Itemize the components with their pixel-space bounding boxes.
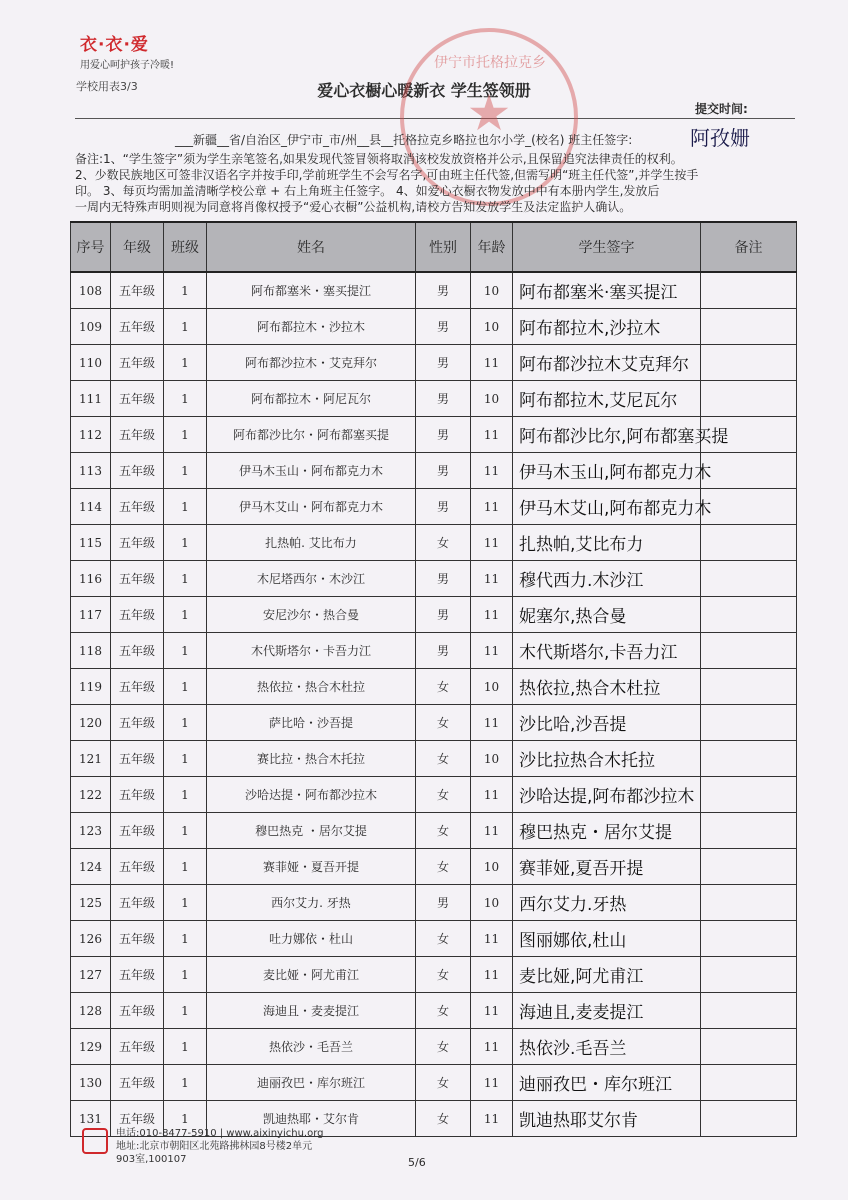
cell-class: 1 (164, 489, 207, 525)
cell-name: 阿布都沙拉木・艾克拜尔 (207, 345, 416, 381)
student-roster-table (70, 221, 797, 1137)
cell-sex: 男 (416, 489, 471, 525)
cell-age: 11 (471, 1029, 513, 1065)
cell-grade: 五年级 (111, 777, 164, 813)
cell-sex: 男 (416, 381, 471, 417)
cell-class: 1 (164, 885, 207, 921)
cell-name: 热依沙・毛吾兰 (207, 1029, 416, 1065)
table-row (71, 272, 797, 309)
cell-age: 11 (471, 957, 513, 993)
cell-no: 126 (71, 921, 111, 957)
cell-signature: 扎热帕,艾比布力 (513, 525, 701, 561)
cell-note (701, 993, 797, 1029)
cell-age: 11 (471, 777, 513, 813)
cell-sex: 男 (416, 561, 471, 597)
cell-note (701, 1065, 797, 1101)
cell-no: 129 (71, 1029, 111, 1065)
notes-block (75, 151, 795, 215)
cell-class: 1 (164, 381, 207, 417)
cell-name: 阿布都沙比尔・阿布都塞买提 (207, 417, 416, 453)
cell-age: 11 (471, 633, 513, 669)
cell-no: 123 (71, 813, 111, 849)
cell-note (701, 525, 797, 561)
table-row (71, 777, 797, 813)
cell-age: 11 (471, 345, 513, 381)
cell-sex: 女 (416, 849, 471, 885)
cell-note (701, 741, 797, 777)
table-row (71, 741, 797, 777)
school-address-line: ___新疆__省/自治区_伊宁市_市/州__县__托格拉克乡略拉也尔小学_(校名) 班主任签字: (175, 133, 633, 147)
cell-class: 1 (164, 272, 207, 309)
cell-name: 扎热帕. 艾比布力 (207, 525, 416, 561)
cell-no: 120 (71, 705, 111, 741)
school-form-label: 学校用表3/3 (76, 80, 138, 93)
cell-signature: 热依拉,热合木杜拉 (513, 669, 701, 705)
cell-age: 11 (471, 489, 513, 525)
table-row (71, 885, 797, 921)
cell-age: 10 (471, 669, 513, 705)
table-body (71, 272, 797, 1137)
table-row (71, 489, 797, 525)
logo-text: 衣·衣·爱 (80, 35, 149, 55)
cell-grade: 五年级 (111, 1065, 164, 1101)
cell-no: 130 (71, 1065, 111, 1101)
cell-grade: 五年级 (111, 705, 164, 741)
table-row (71, 957, 797, 993)
cell-sex: 男 (416, 885, 471, 921)
cell-no: 110 (71, 345, 111, 381)
cell-note (701, 381, 797, 417)
cell-signature: 迪丽孜巴・库尔班江 (513, 1065, 701, 1101)
cell-age: 11 (471, 1065, 513, 1101)
cell-class: 1 (164, 669, 207, 705)
cell-grade: 五年级 (111, 272, 164, 309)
cell-no: 114 (71, 489, 111, 525)
header-cell-grade: 年级 (111, 222, 164, 272)
table-row (71, 561, 797, 597)
cell-note (701, 1029, 797, 1065)
cell-age: 11 (471, 561, 513, 597)
note-line: 备注:1、“学生签字”须为学生亲笔签名,如果发现代签冒领将取消该校发放资格并公示,且保留追究法律责任的权利。 (75, 152, 683, 166)
cell-name: 木尼塔西尔・木沙江 (207, 561, 416, 597)
cell-note (701, 597, 797, 633)
table-row (71, 345, 797, 381)
cell-class: 1 (164, 957, 207, 993)
cell-sex: 女 (416, 1101, 471, 1137)
note-line: 印。 3、每页均需加盖清晰学校公章 + 右上角班主任签字。 4、如爱心衣橱衣物发放中中有本册内学生,发放后 (75, 184, 660, 198)
cell-note (701, 309, 797, 345)
cell-no: 127 (71, 957, 111, 993)
cell-class: 1 (164, 993, 207, 1029)
cell-class: 1 (164, 741, 207, 777)
cell-grade: 五年级 (111, 309, 164, 345)
cell-grade: 五年级 (111, 561, 164, 597)
header-cell-no: 序号 (71, 222, 111, 272)
cell-note (701, 453, 797, 489)
cell-note (701, 813, 797, 849)
cell-class: 1 (164, 1101, 207, 1137)
cell-grade: 五年级 (111, 885, 164, 921)
cell-name: 沙哈达提・阿布都沙拉木 (207, 777, 416, 813)
cell-grade: 五年级 (111, 921, 164, 957)
table-header-row (71, 222, 797, 272)
cell-sex: 女 (416, 1065, 471, 1101)
page-number: 5/6 (408, 1156, 426, 1169)
cell-sex: 女 (416, 813, 471, 849)
cell-age: 10 (471, 741, 513, 777)
cell-class: 1 (164, 561, 207, 597)
cell-sex: 男 (416, 417, 471, 453)
cell-no: 122 (71, 777, 111, 813)
cell-signature: 麦比娅,阿尤甫江 (513, 957, 701, 993)
cell-age: 10 (471, 272, 513, 309)
cell-signature: 阿布都沙比尔,阿布都塞买提 (513, 417, 701, 453)
cell-no: 131 (71, 1101, 111, 1137)
table-row (71, 417, 797, 453)
footer-address: 地址:北京市朝阳区北苑路拂林园8号楼2单元 (116, 1141, 313, 1152)
cell-grade: 五年级 (111, 453, 164, 489)
cell-sex: 女 (416, 993, 471, 1029)
header-cell-note: 备注 (701, 222, 797, 272)
cell-grade: 五年级 (111, 741, 164, 777)
brand-logo (80, 30, 174, 71)
cell-age: 10 (471, 309, 513, 345)
footer-address-2: 903室,100107 (116, 1154, 187, 1165)
cell-no: 112 (71, 417, 111, 453)
cell-signature: 穆代西力.木沙江 (513, 561, 701, 597)
cell-age: 11 (471, 1101, 513, 1137)
footer-contact (116, 1127, 324, 1166)
cell-sex: 女 (416, 957, 471, 993)
header-cell-sex: 性别 (416, 222, 471, 272)
cell-note (701, 1101, 797, 1137)
cell-signature: 伊马木玉山,阿布都克力木 (513, 453, 701, 489)
cell-sex: 男 (416, 272, 471, 309)
cell-no: 128 (71, 993, 111, 1029)
page-title: 爱心衣橱心暖新衣 学生签领册 (317, 81, 531, 100)
cell-sex: 女 (416, 705, 471, 741)
cell-age: 11 (471, 813, 513, 849)
cell-grade: 五年级 (111, 633, 164, 669)
cell-age: 10 (471, 849, 513, 885)
table-row (71, 1065, 797, 1101)
cell-class: 1 (164, 417, 207, 453)
cell-no: 111 (71, 381, 111, 417)
cell-no: 108 (71, 272, 111, 309)
cell-signature: 沙比拉热合木托拉 (513, 741, 701, 777)
cell-class: 1 (164, 633, 207, 669)
cell-age: 11 (471, 417, 513, 453)
cell-class: 1 (164, 597, 207, 633)
cell-note (701, 272, 797, 309)
cell-age: 11 (471, 453, 513, 489)
cell-grade: 五年级 (111, 381, 164, 417)
cell-note (701, 669, 797, 705)
cell-no: 115 (71, 525, 111, 561)
cell-signature: 伊马木艾山,阿布都克力木 (513, 489, 701, 525)
cell-note (701, 345, 797, 381)
teacher-signature: 阿孜姗 (690, 126, 750, 150)
cell-note (701, 849, 797, 885)
cell-note (701, 705, 797, 741)
note-line: 一周内无特殊声明则视为同意将肖像权授予“爱心衣橱”公益机构,请校方告知发放学生及法定监护人确认。 (75, 200, 632, 214)
table-row (71, 813, 797, 849)
cell-signature: 西尔艾力.牙热 (513, 885, 701, 921)
cell-name: 伊马木艾山・阿布都克力木 (207, 489, 416, 525)
cell-class: 1 (164, 813, 207, 849)
cell-sex: 女 (416, 1029, 471, 1065)
table-row (71, 669, 797, 705)
table-row (71, 1029, 797, 1065)
cell-name: 萨比哈・沙吾提 (207, 705, 416, 741)
cell-note (701, 489, 797, 525)
cell-signature: 热依沙.毛吾兰 (513, 1029, 701, 1065)
cell-sex: 女 (416, 669, 471, 705)
cell-grade: 五年级 (111, 417, 164, 453)
cell-class: 1 (164, 309, 207, 345)
cell-signature: 阿布都沙拉木艾克拜尔 (513, 345, 701, 381)
cell-note (701, 633, 797, 669)
cell-grade: 五年级 (111, 597, 164, 633)
cell-name: 热依拉・热合木杜拉 (207, 669, 416, 705)
cell-grade: 五年级 (111, 1029, 164, 1065)
cell-signature: 图丽娜依,杜山 (513, 921, 701, 957)
table-row (71, 309, 797, 345)
cell-age: 11 (471, 993, 513, 1029)
note-line: 2、少数民族地区可签非汉语名字并按手印,学前班学生不会写名字,可由班主任代签,但需写明“班主任代签”,并学生按手 (75, 168, 699, 182)
footer-phone: 电话:010-8477-5910 | www.aixinyichu.org (116, 1128, 324, 1139)
cell-grade: 五年级 (111, 1101, 164, 1137)
cell-sex: 女 (416, 777, 471, 813)
cell-age: 11 (471, 705, 513, 741)
cell-name: 穆巴热克 ・居尔艾提 (207, 813, 416, 849)
cell-class: 1 (164, 345, 207, 381)
cell-signature: 阿布都拉木,沙拉木 (513, 309, 701, 345)
cell-signature: 沙哈达提,阿布都沙拉木 (513, 777, 701, 813)
cell-signature: 穆巴热克・居尔艾提 (513, 813, 701, 849)
cell-age: 10 (471, 885, 513, 921)
cell-name: 麦比娅・阿尤甫江 (207, 957, 416, 993)
cell-signature: 凯迪热耶艾尔肯 (513, 1101, 701, 1137)
cell-class: 1 (164, 453, 207, 489)
submit-time-label: 提交时间: (695, 102, 748, 116)
cell-name: 阿布都拉木・沙拉木 (207, 309, 416, 345)
cell-no: 119 (71, 669, 111, 705)
cell-name: 阿布都塞米・塞买提江 (207, 272, 416, 309)
cell-name: 西尔艾力. 牙热 (207, 885, 416, 921)
header-cell-name: 姓名 (207, 222, 416, 272)
cell-grade: 五年级 (111, 957, 164, 993)
cell-sex: 女 (416, 741, 471, 777)
cell-signature: 海迪且,麦麦提江 (513, 993, 701, 1029)
cell-name: 迪丽孜巴・库尔班江 (207, 1065, 416, 1101)
cell-name: 安尼沙尔・热合曼 (207, 597, 416, 633)
cell-name: 凯迪热耶・艾尔肯 (207, 1101, 416, 1137)
cell-signature: 妮塞尔,热合曼 (513, 597, 701, 633)
cell-sex: 男 (416, 309, 471, 345)
cell-note (701, 561, 797, 597)
cell-sex: 女 (416, 921, 471, 957)
cell-sex: 男 (416, 345, 471, 381)
table-row (71, 597, 797, 633)
cell-name: 木代斯塔尔・卡吾力江 (207, 633, 416, 669)
cell-class: 1 (164, 525, 207, 561)
cell-sex: 女 (416, 525, 471, 561)
cell-name: 赛菲娅・夏吾开提 (207, 849, 416, 885)
cell-grade: 五年级 (111, 345, 164, 381)
cell-class: 1 (164, 1065, 207, 1101)
cell-class: 1 (164, 705, 207, 741)
cell-grade: 五年级 (111, 849, 164, 885)
cell-note (701, 777, 797, 813)
cell-no: 113 (71, 453, 111, 489)
cell-signature: 沙比哈,沙吾提 (513, 705, 701, 741)
cell-signature: 赛菲娅,夏吾开提 (513, 849, 701, 885)
cell-class: 1 (164, 849, 207, 885)
cell-age: 11 (471, 921, 513, 957)
cell-note (701, 957, 797, 993)
cell-class: 1 (164, 777, 207, 813)
cell-grade: 五年级 (111, 993, 164, 1029)
cell-name: 阿布都拉木・阿尼瓦尔 (207, 381, 416, 417)
cell-no: 125 (71, 885, 111, 921)
cell-name: 海迪且・麦麦提江 (207, 993, 416, 1029)
header-cell-class: 班级 (164, 222, 207, 272)
cell-signature: 阿布都塞米·塞买提江 (513, 272, 701, 309)
cell-sex: 男 (416, 597, 471, 633)
table-row (71, 453, 797, 489)
cell-grade: 五年级 (111, 489, 164, 525)
cell-grade: 五年级 (111, 669, 164, 705)
logo-slogan: 用爱心呵护孩子冷暖! (80, 60, 175, 71)
stamp-star-icon: ★ (466, 84, 512, 142)
cell-grade: 五年级 (111, 813, 164, 849)
cell-name: 吐力娜依・杜山 (207, 921, 416, 957)
table-row (71, 993, 797, 1029)
cell-no: 109 (71, 309, 111, 345)
cell-no: 117 (71, 597, 111, 633)
cell-no: 118 (71, 633, 111, 669)
cell-sex: 男 (416, 453, 471, 489)
cell-name: 赛比拉・热合木托拉 (207, 741, 416, 777)
cell-class: 1 (164, 921, 207, 957)
cell-sex: 男 (416, 633, 471, 669)
cell-signature: 阿布都拉木,艾尼瓦尔 (513, 381, 701, 417)
cell-no: 116 (71, 561, 111, 597)
table-row (71, 849, 797, 885)
stamp-text: 伊宁市托格拉克乡 (434, 55, 546, 71)
header-cell-age: 年龄 (471, 222, 513, 272)
cell-class: 1 (164, 1029, 207, 1065)
cell-grade: 五年级 (111, 525, 164, 561)
cell-age: 10 (471, 381, 513, 417)
brand-heart-icon (82, 1128, 108, 1154)
table-row (71, 921, 797, 957)
cell-no: 121 (71, 741, 111, 777)
cell-name: 伊马木玉山・阿布都克力木 (207, 453, 416, 489)
table-row (71, 633, 797, 669)
table-row (71, 381, 797, 417)
table-row (71, 705, 797, 741)
cell-no: 124 (71, 849, 111, 885)
cell-note (701, 921, 797, 957)
cell-age: 11 (471, 597, 513, 633)
cell-age: 11 (471, 525, 513, 561)
table-row (71, 525, 797, 561)
header-cell-signature: 学生签字 (513, 222, 701, 272)
cell-signature: 木代斯塔尔,卡吾力江 (513, 633, 701, 669)
cell-note (701, 885, 797, 921)
